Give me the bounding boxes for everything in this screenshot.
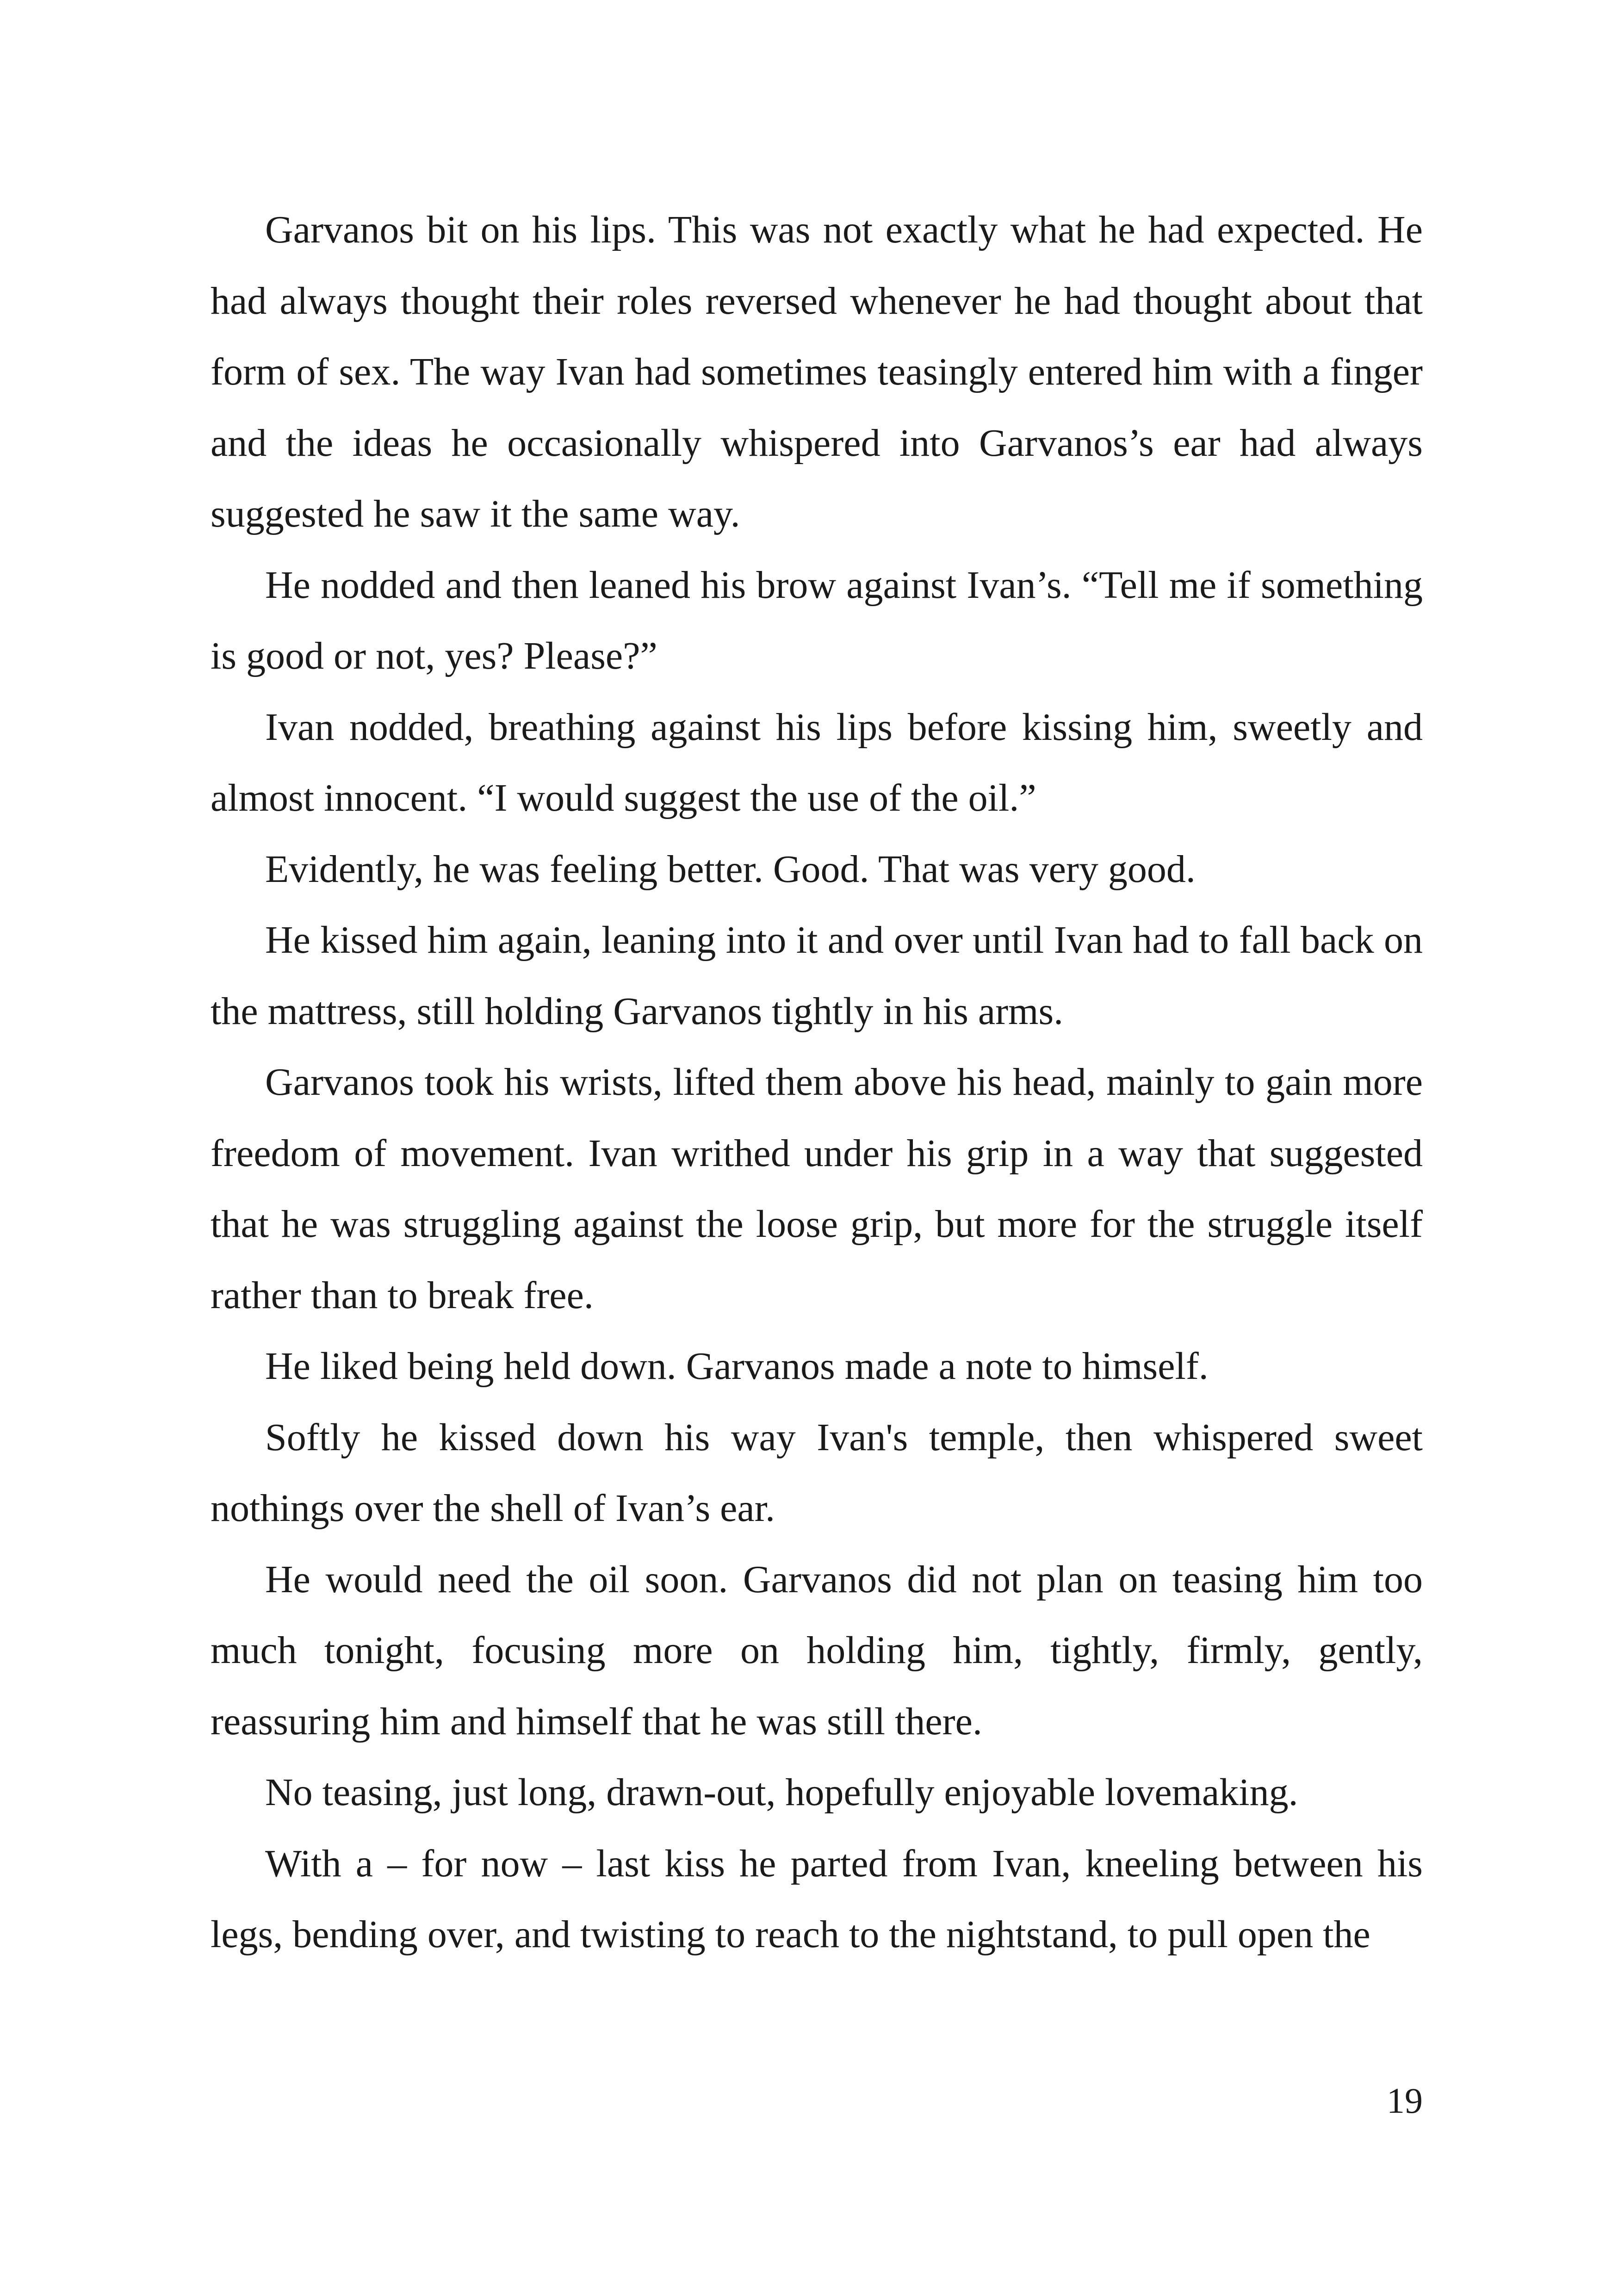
page-number: 19 [1387,2080,1423,2121]
paragraph: He nodded and then leaned his brow against Ivan’s. “Tell me if something is good or not, yes? Please?” [211,563,1423,677]
paragraph: Softly he kissed down his way Ivan's temple, then whispered sweet nothings over the shell of Ivan’s ear. [211,1415,1423,1530]
paragraph: Evidently, he was feeling better. Good. That was very good. [265,847,1196,891]
paragraph: He liked being held down. Garvanos made a note to himself. [265,1345,1209,1388]
paragraph: Garvanos bit on his lips. This was not exactly what he had expected. He had always thought their roles reversed whenever he had thought about that form of sex. The way Ivan had sometimes teasingly entered him with a finger and the ideas he occasionally whispered into Garvanos’s ear had always suggested he saw it the same way. [211,208,1423,535]
paragraph: With a – for now – last kiss he parted from Ivan, kneeling between his legs, bending over, and twisting to reach to the nightstand, to pull open the [211,1842,1423,1956]
body-text [211,194,1423,1970]
paragraph: He would need the oil soon. Garvanos did not plan on teasing him too much tonight, focusing more on holding him, tightly, firmly, gently, reassuring him and himself that he was still there. [211,1558,1423,1743]
paragraph: No teasing, just long, drawn-out, hopefully enjoyable lovemaking. [265,1771,1298,1814]
paragraph: Ivan nodded, breathing against his lips before kissing him, sweetly and almost innocent. “I would suggest the use of the oil.” [211,705,1423,819]
paragraph: He kissed him again, leaning into it and over until Ivan had to fall back on the mattress, still holding Garvanos tightly in his arms. [211,918,1423,1033]
paragraph: Garvanos took his wrists, lifted them above his head, mainly to gain more freedom of movement. Ivan writhed under his grip in a way that suggested that he was struggling against the loose grip, but more for the struggle itself rather than to break free. [211,1061,1423,1317]
